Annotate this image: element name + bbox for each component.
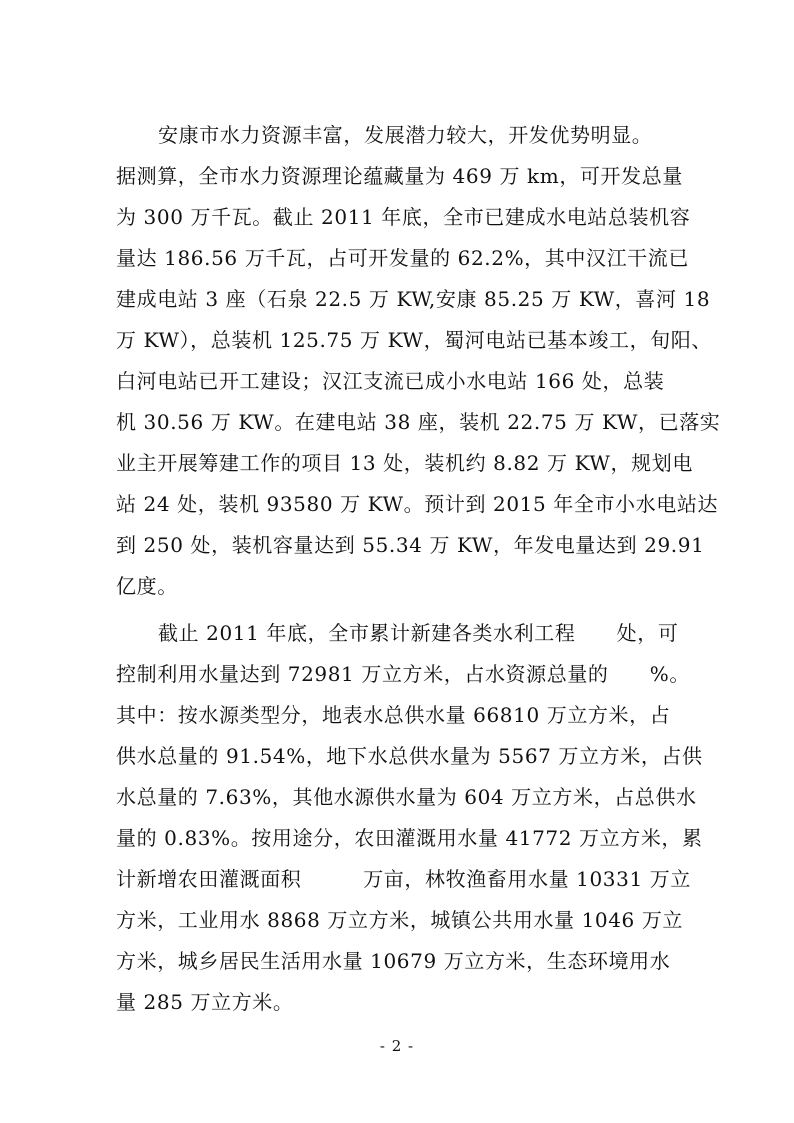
paragraph-1-line-7: 白河电站已开工建设；汉江支流已成小水电站 166 处，总装 (116, 369, 665, 393)
paragraph-2-line-10: 量 285 万立方米。 (116, 990, 294, 1014)
paragraph-1-line-4: 量达 186.56 万千瓦，占可开发量的 62.2%，其中汉江干流已 (116, 246, 689, 270)
paragraph-2-line-4: 供水总量的 91.54%，地下水总供水量为 5567 万立方米，占供 (116, 744, 703, 768)
paragraph-1-line-6: 万 KW），总装机 125.75 万 KW，蜀河电站已基本竣工，旬阳、 (116, 328, 712, 352)
paragraph-2-line-3: 其中：按水源类型分，地表水总供水量 66810 万立方米，占 (116, 703, 671, 727)
paragraph-1-line-3: 为 300 万千瓦。截止 2011 年底，全市已建成水电站总装机容 (116, 205, 691, 229)
paragraph-1-line-11: 到 250 处，装机容量达到 55.34 万 KW，年发电量达到 29.91 (116, 533, 705, 557)
paragraph-1-line-8: 机 30.56 万 KW。在建电站 38 座，装机 22.75 万 KW，已落实 (116, 410, 721, 434)
paragraph-2-line-9: 方米，城乡居民生活用水量 10679 万立方米，生态环境用水 (116, 949, 671, 973)
paragraph-2-line-6: 量的 0.83%。按用途分，农田灌溉用水量 41772 万立方米，累 (116, 826, 703, 850)
paragraph-1-line-10: 站 24 处，装机 93580 万 KW。预计到 2015 年全市小水电站达 (116, 492, 719, 516)
paragraph-1-line-5: 建成电站 3 座（石泉 22.5 万 KW,安康 85.25 万 KW，喜河 18 (116, 287, 711, 311)
paragraph-2-line-1: 截止 2011 年底，全市累计新建各类水利工程 处，可 (158, 621, 679, 645)
page-number: - 2 - (379, 1037, 415, 1055)
paragraph-2-line-2: 控制利用水量达到 72981 万立方米，占水资源总量的 %。 (116, 662, 690, 686)
paragraph-1-line-9: 业主开展筹建工作的项目 13 处，装机约 8.82 万 KW，规划电 (116, 451, 693, 475)
paragraph-1-line-1: 安康市水力资源丰富，发展潜力较大，开发优势明显。 (158, 123, 653, 147)
paragraph-2-line-8: 方米，工业用水 8868 万立方米，城镇公共用水量 1046 万立 (116, 908, 684, 932)
paragraph-1-line-12: 亿度。 (116, 574, 178, 598)
paragraph-2-line-7: 计新增农田灌溉面积 万亩，林牧渔畜用水量 10331 万立 (116, 867, 691, 891)
paragraph-1-line-2: 据测算，全市水力资源理论蕴藏量为 469 万 km，可开发总量 (116, 164, 683, 188)
paragraph-2-line-5: 水总量的 7.63%，其他水源供水量为 604 万立方米，占总供水 (116, 785, 697, 809)
